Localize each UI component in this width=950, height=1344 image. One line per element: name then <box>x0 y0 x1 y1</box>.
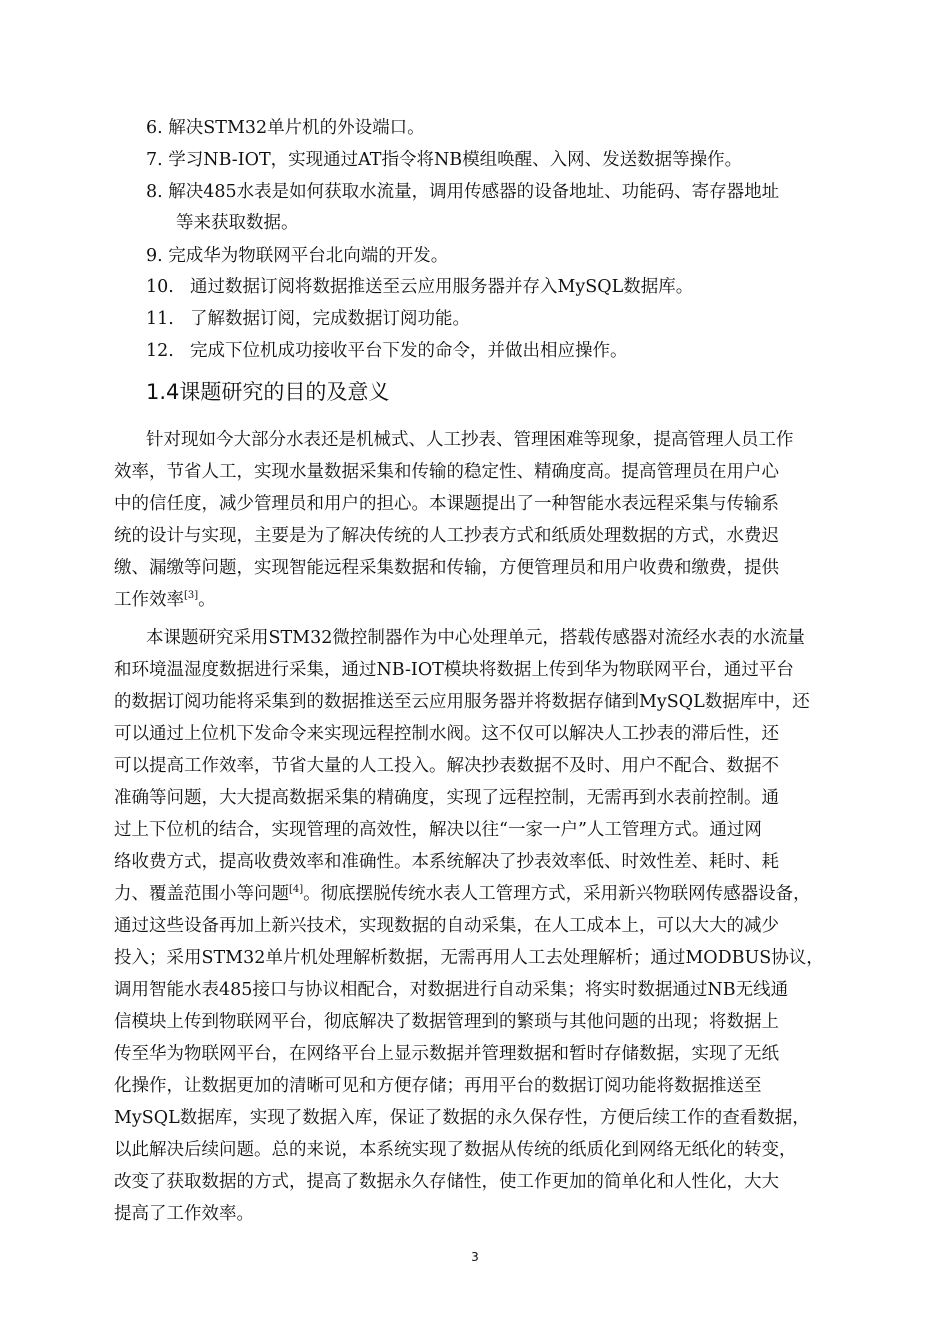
paragraph-line: 络收费方式，提高收费效率和准确性。本系统解决了抄表效率低、时效性差、耗时、耗 <box>114 852 779 872</box>
list-item-number: 9. <box>146 246 163 266</box>
paragraph-line: 提高了工作效率。 <box>114 1204 254 1224</box>
paragraph-line: 效率，节省人工，实现水量数据采集和传输的稳定性、精确度高。提高管理员在用户心 <box>114 462 779 482</box>
paragraph-line: 通过这些设备再加上新兴技术，实现数据的自动采集，在人工成本上，可以大大的减少 <box>114 916 779 936</box>
paragraph-line: 准确等问题，大大提高数据采集的精确度，实现了远程控制，无需再到水表前控制。通 <box>114 788 779 808</box>
list-item-text: 完成下位机成功接收平台下发的命令，并做出相应操作。 <box>190 341 628 361</box>
paragraph-text: 。彻底摆脱传统水表人工管理方式，采用新兴物联网传感器设备， <box>303 884 811 904</box>
paragraph-line: 针对现如今大部分水表还是机械式、人工抄表、管理困难等现象，提高管理人员工作 <box>146 430 794 450</box>
paragraph-line: 缴、漏缴等问题，实现智能远程采集数据和传输，方便管理员和用户收费和缴费，提供 <box>114 558 779 578</box>
paragraph-line: MySQL数据库，实现了数据入库，保证了数据的永久保存性，方便后续工作的查看数据， <box>114 1108 810 1128</box>
list-item-text: 解决485水表是如何获取水流量，调用传感器的设备地址、功能码、寄存器地址 <box>168 182 780 202</box>
list-item <box>146 335 846 367</box>
paragraph-text: 力、覆盖范围小等问题 <box>114 884 289 904</box>
paragraph-line: 传至华为物联网平台，在网络平台上显示数据并管理数据和暂时存储数据，实现了无纸 <box>114 1044 779 1064</box>
paragraph-line: 可以提高工作效率，节省大量的人工投入。解决抄表数据不及时、用户不配合、数据不 <box>114 756 779 776</box>
list-item-number: 12. <box>146 341 174 361</box>
paragraph-line <box>114 878 874 910</box>
paragraph-line: 的数据订阅功能将采集到的数据推送至云应用服务器并将数据存储到MySQL数据库中，还 <box>114 692 810 712</box>
list-item-number: 10. <box>146 277 174 297</box>
paragraph-text: 工作效率 <box>114 590 184 610</box>
paragraph-line: 可以通过上位机下发命令来实现远程控制水阀。这不仅可以解决人工抄表的滞后性，还 <box>114 724 779 744</box>
list-item-text: 通过数据订阅将数据推送至云应用服务器并存入MySQL数据库。 <box>190 277 694 297</box>
citation-ref[interactable]: [4] <box>289 884 304 895</box>
paragraph-line: 改变了获取数据的方式，提高了数据永久存储性，使工作更加的简单化和人性化，大大 <box>114 1172 779 1192</box>
list-item <box>146 240 846 272</box>
paragraph-line: 中的信任度，减少管理员和用户的担心。本课题提出了一种智能水表远程采集与传输系 <box>114 494 779 514</box>
paragraph-line: 和环境温湿度数据进行采集，通过NB-IOT模块将数据上传到华为物联网平台，通过平台 <box>114 660 794 680</box>
paragraph-line: 化操作，让数据更加的清晰可见和方便存储；再用平台的数据订阅功能将数据推送至 <box>114 1076 762 1096</box>
list-item-continuation: 等来获取数据。 <box>176 213 299 233</box>
paragraph-line: 投入；采用STM32单片机处理解析数据，无需再用人工去处理解析；通过MODBUS协议， <box>114 948 824 968</box>
list-item <box>146 144 846 176</box>
paragraph-line: 统的设计与实现，主要是为了解决传统的人工抄表方式和纸质处理数据的方式，水费迟 <box>114 526 779 546</box>
paragraph-line: 过上下位机的结合，实现管理的高效性，解决以往“一家一户”人工管理方式。通过网 <box>114 820 762 840</box>
section-title: 课题研究的目的及意义 <box>179 380 390 404</box>
list-item <box>146 112 846 144</box>
list-item <box>146 271 846 303</box>
citation-ref[interactable]: [3] <box>184 590 199 601</box>
list-item-number: 11. <box>146 309 174 329</box>
list-item <box>146 176 846 208</box>
paragraph-line: 以此解决后续问题。总的来说，本系统实现了数据从传统的纸质化到网络无纸化的转变， <box>114 1140 797 1160</box>
paragraph-text: 。 <box>198 590 216 610</box>
paragraph-line <box>114 584 874 616</box>
list-item-text: 学习NB-IOT，实现通过AT指令将NB模组唤醒、入网、发送数据等操作。 <box>168 150 743 170</box>
paragraph-line: 调用智能水表485接口与协议相配合，对数据进行自动采集；将实时数据通过NB无线通 <box>114 980 789 1000</box>
section-number: 1.4 <box>146 380 180 404</box>
page-number: 3 <box>471 1250 479 1264</box>
list-item-number: 6. <box>146 118 163 138</box>
list-item-text: 解决STM32单片机的外设端口。 <box>168 118 425 138</box>
paragraph-line: 信模块上传到物联网平台，彻底解决了数据管理到的繁琐与其他问题的出现；将数据上 <box>114 1012 779 1032</box>
list-item-text: 了解数据订阅，完成数据订阅功能。 <box>190 309 470 329</box>
section-heading <box>146 376 389 408</box>
list-item-number: 8. <box>146 182 163 202</box>
list-item <box>146 303 846 335</box>
list-item-number: 7. <box>146 150 163 170</box>
list-item-text: 完成华为物联网平台北向端的开发。 <box>168 246 449 266</box>
paragraph-line: 本课题研究采用STM32微控制器作为中心处理单元，搭载传感器对流经水表的水流量 <box>146 628 805 648</box>
